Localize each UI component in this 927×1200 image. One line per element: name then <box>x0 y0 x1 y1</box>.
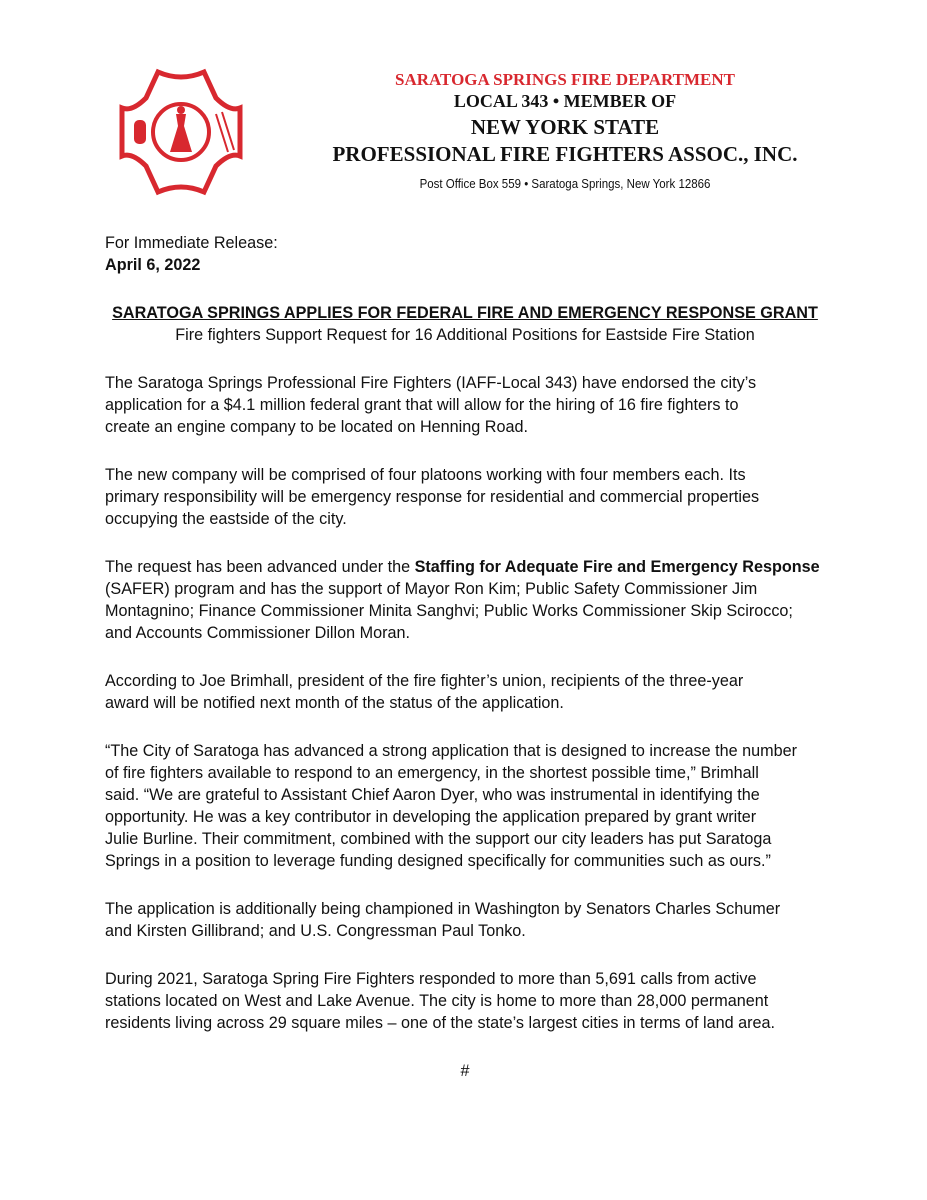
letterhead-address: Post Office Box 559 • Saratoga Springs, New York 12866 <box>419 177 711 191</box>
text-line: application for a $4.1 million federal grant that will allow for the hiring of 16 fire fighters to <box>105 396 739 414</box>
paragraph-3 <box>105 556 825 644</box>
text-line: create an engine company to be located on Henning Road. <box>105 418 528 436</box>
paragraph-6 <box>105 898 825 942</box>
letterhead-local: LOCAL 343 • MEMBER OF <box>453 91 677 111</box>
text-line: said. “We are grateful to Assistant Chief Aaron Dyer, who was instrumental in identifying the <box>105 786 760 804</box>
letterhead-department: SARATOGA SPRINGS FIRE DEPARTMENT <box>395 70 735 89</box>
text-line: opportunity. He was a key contributor in developing the application prepared by grant writer <box>105 808 757 826</box>
end-mark: # <box>460 1062 470 1080</box>
fire-department-maltese-cross-logo <box>118 68 244 196</box>
paragraph-1 <box>105 372 825 438</box>
release-label: For Immediate Release: <box>105 234 278 252</box>
text-line: The new company will be comprised of four platoons working with four members each. Its <box>105 466 746 484</box>
text-span: The request has been advanced under the <box>105 558 415 576</box>
text-line: of fire fighters available to respond to an emergency, in the shortest possible time,” Brimhall <box>105 764 759 782</box>
text-line: During 2021, Saratoga Spring Fire Fighters responded to more than 5,691 calls from active <box>105 970 757 988</box>
text-line: (SAFER) program and has the support of Mayor Ron Kim; Public Safety Commissioner Jim <box>105 580 758 598</box>
text-line: occupying the eastside of the city. <box>105 510 347 528</box>
paragraph-7 <box>105 968 825 1034</box>
letterhead-association: PROFESSIONAL FIRE FIGHTERS ASSOC., INC. <box>332 142 798 166</box>
headline: SARATOGA SPRINGS APPLIES FOR FEDERAL FIRE AND EMERGENCY RESPONSE GRANT <box>112 304 818 322</box>
release-body <box>105 232 825 1082</box>
text-line: The application is additionally being championed in Washington by Senators Charles Schumer <box>105 900 781 918</box>
text-line: According to Joe Brimhall, president of the fire fighter’s union, recipients of the three-year <box>105 672 744 690</box>
paragraph-4 <box>105 670 825 714</box>
text-line: stations located on West and Lake Avenue. The city is home to more than 28,000 permanent <box>105 992 769 1010</box>
paragraph-5-quote <box>105 740 825 872</box>
text-line: Montagnino; Finance Commissioner Minita Sanghvi; Public Works Commissioner Skip Scirocco; <box>105 602 793 620</box>
subheadline: Fire fighters Support Request for 16 Additional Positions for Eastside Fire Station <box>175 326 755 344</box>
text-line: primary responsibility will be emergency response for residential and commercial properties <box>105 488 760 506</box>
text-line: and Kirsten Gillibrand; and U.S. Congressman Paul Tonko. <box>105 922 526 940</box>
text-line: Springs in a position to leverage funding designed specifically for communities such as ours.” <box>105 852 771 870</box>
text-line: residents living across 29 square miles – one of the state’s largest cities in terms of land area. <box>105 1014 776 1032</box>
program-name: Staffing for Adequate Fire and Emergency Response <box>414 558 820 576</box>
letterhead-state: NEW YORK STATE <box>470 115 660 139</box>
text-line <box>105 556 825 578</box>
text-line: Julie Burline. Their commitment, combined with the support our city leaders has put Saratoga <box>105 830 772 848</box>
text-line: The Saratoga Springs Professional Fire Fighters (IAFF-Local 343) have endorsed the city’s <box>105 374 757 392</box>
text-line: award will be notified next month of the status of the application. <box>105 694 564 712</box>
paragraph-2 <box>105 464 825 530</box>
text-line: “The City of Saratoga has advanced a strong application that is designed to increase the number <box>105 742 797 760</box>
text-line: and Accounts Commissioner Dillon Moran. <box>105 624 410 642</box>
release-date: April 6, 2022 <box>105 256 201 274</box>
